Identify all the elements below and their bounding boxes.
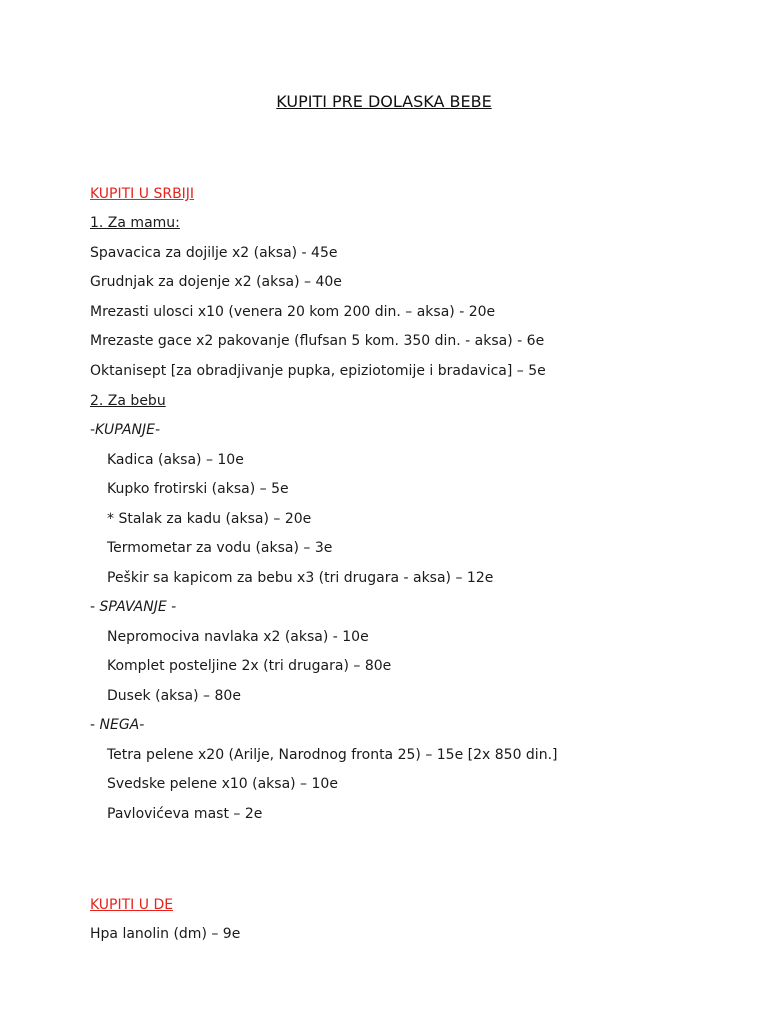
category-prefix: - <box>90 717 100 733</box>
list-item: Oktanisept [za obradjivanje pupka, epiziotomije i bradavica] – 5e <box>90 363 546 379</box>
list-item: Komplet posteljine 2x (tri drugara) – 80e <box>107 658 392 674</box>
list-item: Termometar za vodu (aksa) – 3e <box>107 540 333 556</box>
category-kupanje: -KUPANJE- <box>90 422 161 438</box>
list-item: Grudnjak za dojenje x2 (aksa) – 40e <box>90 274 342 290</box>
section-heading-de: KUPITI U DE <box>90 897 174 913</box>
list-item: Hpa lanolin (dm) – 9e <box>90 926 241 942</box>
list-item: Spavacica za dojilje x2 (aksa) - 45e <box>90 245 338 261</box>
list-item: * Stalak za kadu (aksa) – 20e <box>107 511 312 527</box>
list-item: Svedske pelene x10 (aksa) – 10e <box>107 776 338 792</box>
list-item: Kadica (aksa) – 10e <box>107 452 244 468</box>
subheading-za-mamu: 1. Za mamu: <box>90 215 180 231</box>
list-item: Nepromociva navlaka x2 (aksa) - 10e <box>107 629 369 645</box>
subheading-za-bebu: 2. Za bebu <box>90 393 166 409</box>
list-item: Tetra pelene x20 (Arilje, Narodnog fronta 25) – 15e [2x 850 din.] <box>107 747 558 763</box>
list-item: Peškir sa kapicom za bebu x3 (tri drugara - aksa) – 12e <box>107 570 494 586</box>
section-heading-srbija: KUPITI U SRBIJI <box>90 186 195 202</box>
category-prefix: - <box>90 599 100 615</box>
list-item: Mrezasti ulosci x10 (venera 20 kom 200 din. – aksa) - 20e <box>90 304 496 320</box>
document-title: KUPITI PRE DOLASKA BEBE <box>276 92 492 111</box>
list-item: Mrezaste gace x2 pakovanje (flufsan 5 kom. 350 din. - aksa) - 6e <box>90 333 545 349</box>
list-item: Kupko frotirski (aksa) – 5e <box>107 481 289 497</box>
category-label: SPAVANJE - <box>99 599 177 615</box>
list-item: Pavlovićeva mast – 2e <box>107 806 263 822</box>
list-item: Dusek (aksa) – 80e <box>107 688 241 704</box>
category-spavanje <box>90 598 176 616</box>
category-nega <box>90 716 144 734</box>
category-label: NEGA- <box>99 717 145 733</box>
